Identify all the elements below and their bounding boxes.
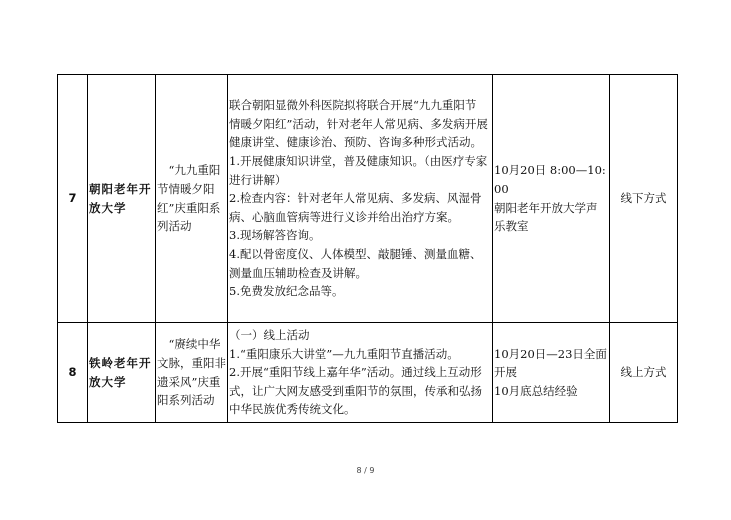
time-place	[493, 323, 610, 423]
content-line: 4.配以骨密度仪、人体模型、敲腿锤、测量血糖、测量血压辅助检查及讲解。	[229, 246, 482, 280]
organizer-name: 铁岭老年开放大学	[88, 323, 156, 423]
activity-mode: 线上方式	[610, 323, 678, 423]
activity-name	[156, 75, 228, 323]
content-line: 1.开展健康知识讲堂，普及健康知识。（由医疗专家进行讲解）	[229, 154, 488, 187]
activity-content	[228, 323, 493, 423]
activity-name	[156, 323, 228, 423]
time-place	[493, 75, 610, 323]
content-line: 2.检查内容：针对老年人常见病、多发病、风湿骨病、心脑血管病等进行义诊并给出治疗方案。	[229, 191, 482, 224]
table-row	[58, 323, 678, 423]
time-text: 10月20日—23日全面开展	[494, 346, 607, 380]
activity-name-text: “赓续中华文脉，重阳非遗采风”庆重阳系列活动	[157, 337, 226, 408]
content-line: （一）线上活动	[229, 328, 310, 343]
content-line: 5.免费发放纪念品等。	[229, 284, 344, 299]
activity-mode: 线下方式	[610, 75, 678, 323]
activity-content	[228, 75, 493, 323]
place-text: 朝阳老年开放大学声乐教室	[494, 200, 598, 234]
organizer-name: 朝阳老年开放大学	[88, 75, 156, 323]
row-number: 7	[58, 75, 88, 323]
activity-name-text: “九九重阳节情暖夕阳红”庆重阳系列活动	[157, 163, 221, 234]
row-number: 8	[58, 323, 88, 423]
content-line: 联合朝阳显微外科医院拟将联合开展“九九重阳节 情暖夕阳红”活动，针对老年人常见病、多发病开展健康讲堂、健康诊治、预防、咨询多种形式活动。	[229, 98, 488, 150]
content-line: 3.现场解答咨询。	[229, 228, 321, 243]
summary-text: 10月底总结经验	[494, 383, 578, 398]
time-text: 10月20日 8:00—10:00	[494, 163, 606, 196]
page-number: 8 / 9	[356, 466, 375, 475]
table-row	[58, 75, 678, 323]
activity-table	[57, 74, 678, 423]
content-line: 1.“重阳康乐大讲堂”—九九重阳节直播活动。	[229, 346, 459, 361]
content-line: 2.开展“重阳节线上嘉年华”活动。通过线上互动形式，让广大网友感受到重阳节的氛围，传承和弘扬中华民族优秀传统文化。	[229, 365, 482, 417]
